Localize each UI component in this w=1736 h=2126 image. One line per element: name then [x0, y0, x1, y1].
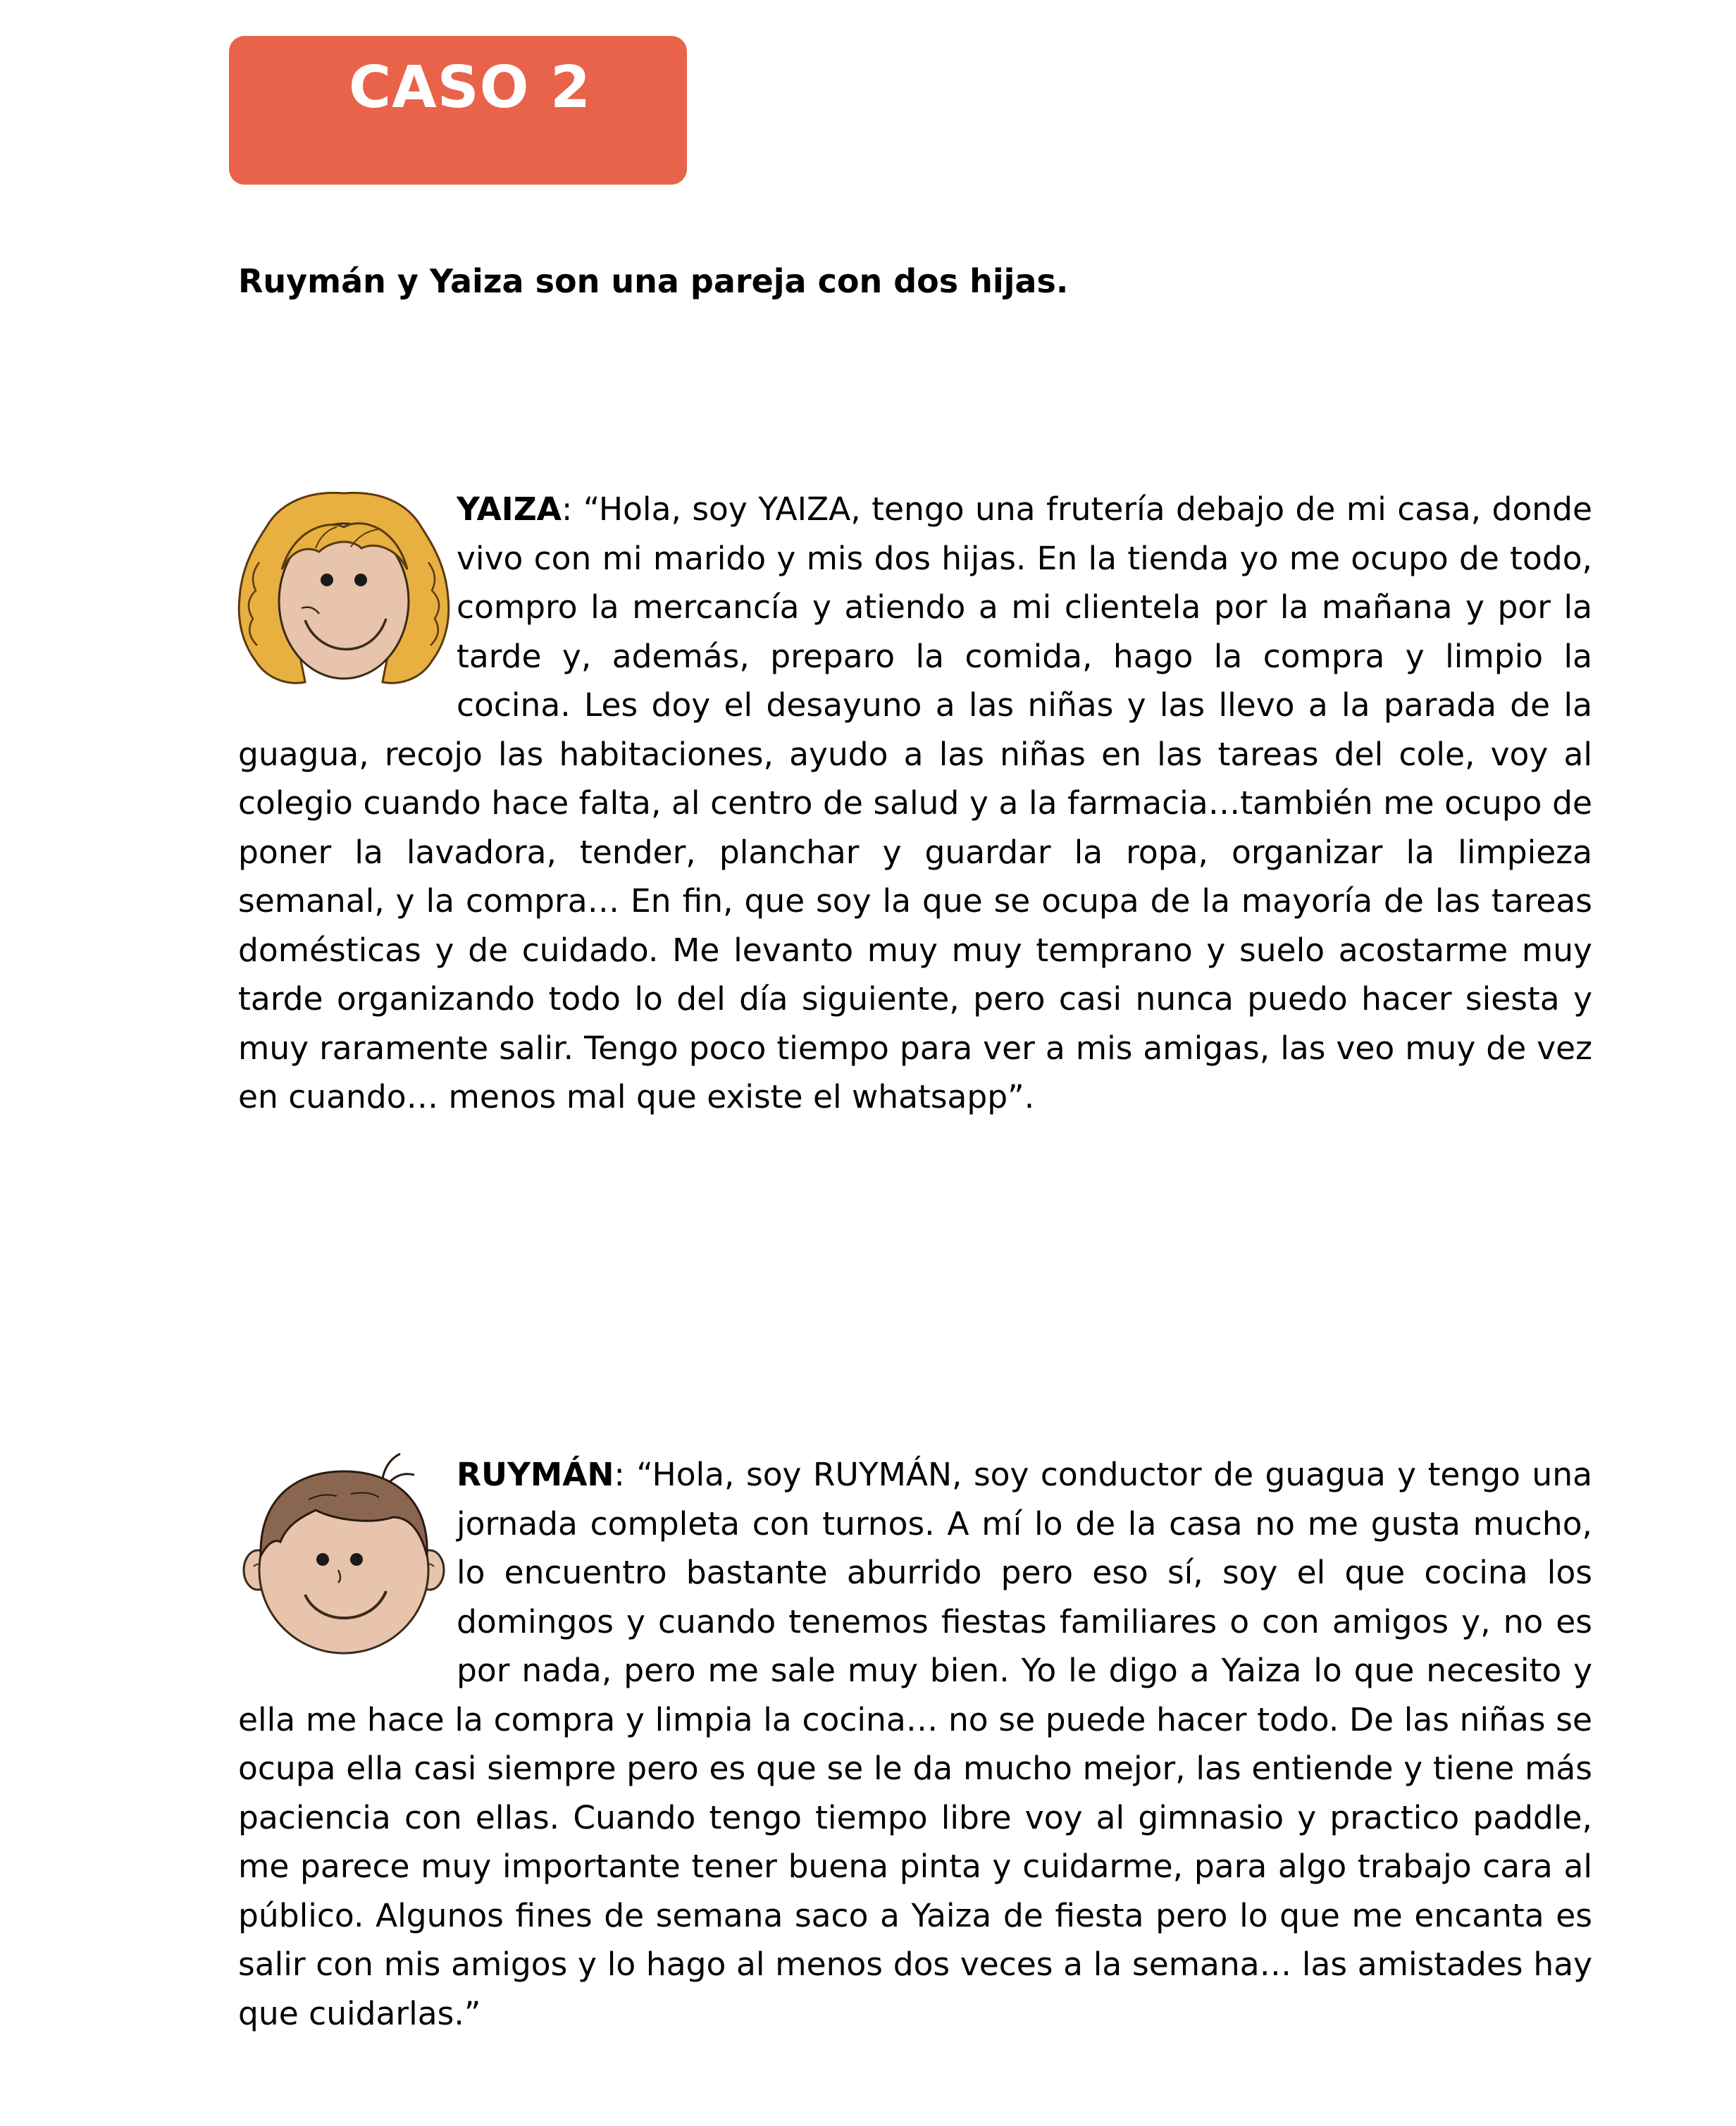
ruyman-section	[238, 1450, 1592, 2038]
man-cartoon-face-icon	[231, 1450, 457, 1655]
case-badge	[229, 36, 687, 185]
yaiza-speaker-label: YAIZA	[457, 490, 562, 528]
yaiza-section	[238, 485, 1592, 1122]
ruyman-testimony: “Hola, soy RUYMÁN, soy conductor de guagua y tengo una jornada completa con turnos. A mí lo de la casa no me gusta mucho, lo encuentro bastante aburrido pero eso sí, soy el que cocina los domingos y cuando tenemos fiestas familiares o con amigos y, no es por nada, pero me sale muy bien. Yo le digo a Yaiza lo que necesito y ella me hace la compra y limpia la cocina… no se puede hacer todo. De las niñas se ocupa ella casi siempre pero es que se le da mucho mejor, las entiende y tiene más paciencia con ellas. Cuando tengo tiempo libre voy al gimnasio y practico paddle, me parece muy importante tener buena pinta y cuidarme, para algo trabajo cara al público. Algunos fines de semana saco a Yaiza de fiesta pero lo que me encanta es salir con mis amigos y lo hago al menos dos veces a la semana… las amistades hay que cuidarlas.”	[238, 1456, 1592, 2032]
ruyman-speaker-label: RUYMÁN	[457, 1456, 614, 1493]
intro-heading: Ruymán y Yaiza son una pareja con dos hijas.	[238, 262, 1069, 300]
ruyman-separator: :	[614, 1456, 637, 1493]
yaiza-testimony: “Hola, soy YAIZA, tengo una frutería debajo de mi casa, donde vivo con mi marido y mis dos hijas. En la tienda yo me ocupo de todo, compro la mercancía y atiendo a mi clientela por la mañana y por la tarde y, además, preparo la comida, hago la compra y limpio la cocina. Les doy el desayuno a las niñas y las llevo a la parada de la guagua, recojo las habitaciones, ayudo a las niñas en las tareas del cole, voy al colegio cuando hace falta, al centro de salud y a la farmacia…también me ocupo de poner la lavadora, tender, planchar y guardar la ropa, organizar la limpieza semanal, y la compra… En fin, que soy la que se ocupa de la mayoría de las tareas domésticas y de cuidado. Me levanto muy muy temprano y suelo acostarme muy tarde organizando todo lo del día siguiente, pero casi nunca puedo hacer siesta y muy raramente salir. Tengo poco tiempo para ver a mis amigas, las veo muy de vez en cuando… menos mal que existe el whatsapp”.	[238, 490, 1592, 1115]
woman-cartoon-face-icon	[231, 485, 457, 689]
case-title: CASO 2	[349, 54, 592, 121]
yaiza-separator: :	[561, 490, 583, 528]
